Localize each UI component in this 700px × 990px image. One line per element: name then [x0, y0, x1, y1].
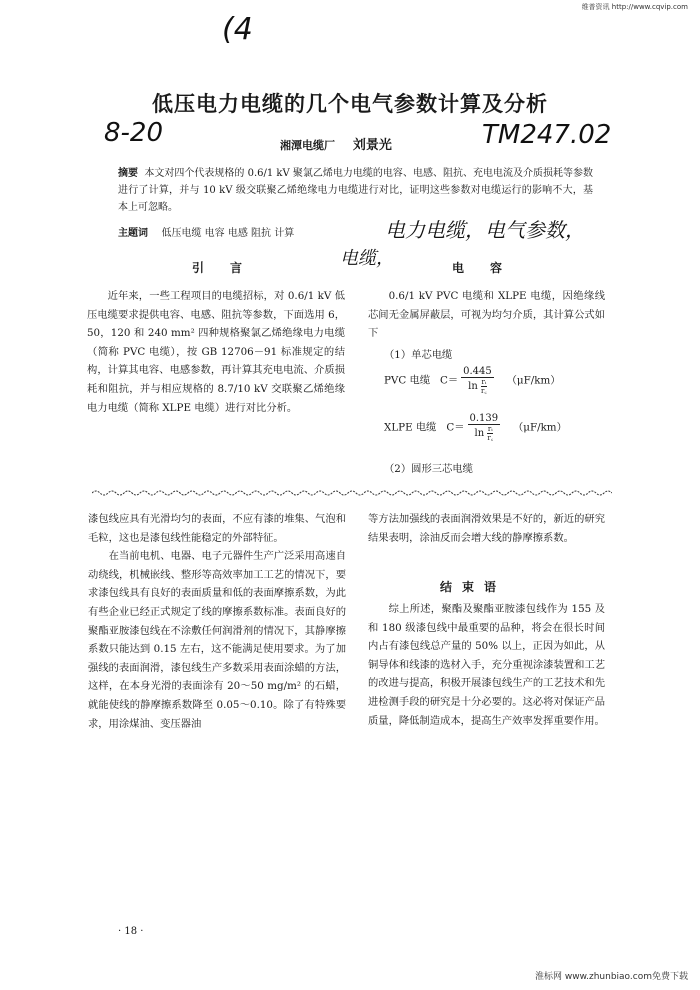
lower-left-paragraph-1: 漆包线应具有光滑均匀的表面，不应有漆的堆集、气泡和毛粒，这也是漆包线性能稳定的外部特征。	[88, 513, 346, 544]
author-name: 刘景光	[352, 138, 392, 153]
handwritten-keywords-1: 电力电缆，电气参数，	[385, 218, 585, 242]
pvc-label: PVC 电缆	[384, 374, 431, 387]
xlpe-fraction	[468, 413, 501, 442]
conclusion-paragraph	[368, 600, 605, 730]
wavy-divider	[92, 489, 612, 497]
xlpe-numerator: 0.139	[469, 413, 499, 424]
ratio-bottom: r꜀	[487, 434, 494, 442]
keywords-label: 主题词	[118, 228, 148, 239]
intro-heading: 引言	[192, 261, 269, 275]
handwritten-left-note: 8-20	[104, 118, 164, 148]
lower-left-paragraph-2: 在当前电机、电器、电子元器件生产广泛采用高速自动绕线，机械嵌线、整形等高效率加工工艺的情况下，要求漆包线具有良好的表面质量和低的表面摩擦系数，为此有些企业已经正式规定了线的摩擦系数标准。表面良好的聚酯亚胺漆包线在不涂敷任何润滑剂的情况下，其静摩擦系数只能达到 0.15 左右，这不能满足使用要求。为了加强线的表面润滑，漆包线生产多数采用表面涂蜡的方法，这样，在本身光滑的表面涂有 20～50 mg/m² 的石蜡，就能使线的静摩擦系数降至 0.05～0.10。除了有特殊要求，用涂煤油、变压器油	[88, 550, 346, 730]
intro-text: 近年来，一些工程项目的电缆招标，对 0.6/1 kV 低压电缆要求提供电容、电感、阻抗等参数，下面选用 6，50，120 和 240 mm² 四种规格聚氯乙烯绝缘电力电缆（简称 PVC 电缆），按 GB 12706－91 标准规定的结构，计算其电容、电感参数，再计算其充电电流、介质损耗和阻抗，并与相应规格的 8.7/10 kV 交联聚乙烯绝缘电力电缆（简称 XLPE 电缆）进行对比分析。	[87, 290, 345, 414]
handwritten-keywords-2: 电缆，	[340, 248, 394, 269]
handwritten-right-note: TM247.02	[482, 120, 612, 150]
pvc-fraction	[461, 366, 494, 395]
three-core-subheading: （2）圆形三芯电缆	[384, 463, 473, 475]
handwritten-top-mark: (4	[222, 12, 253, 47]
page-number: · 18 ·	[118, 926, 144, 937]
xlpe-label: XLPE 电缆	[384, 421, 437, 434]
capacitance-paragraph	[368, 287, 605, 343]
lower-left-column	[88, 510, 346, 733]
ratio-top: rᵢ	[487, 425, 493, 433]
byline	[280, 134, 392, 153]
watermark-bottom: 淮标网 www.zhunbiao.com免费下载	[535, 972, 688, 982]
pvc-unit: （μF/km）	[506, 374, 561, 387]
author-organization: 湘潭电缆厂	[280, 139, 335, 152]
conclusion-text: 综上所述，聚酯及聚酯亚胺漆包线作为 155 及和 180 级漆包线中最重要的品种，将会在很长时间内占有漆包线总产量的 50% 以上，正因为如此，从铜导体和线漆的选材入手，充分重视涂漆装置和工艺的改进与提高，积极开展漆包线生产的工艺技术和先进检测手段的研究是十分必要的。这必将对保证产品质量，降低制造成本，提高生产效率发挥重要作用。	[368, 603, 605, 727]
abstract-text: 本文对四个代表规格的 0.6/1 kV 聚氯乙烯电力电缆的电容、电感、阻抗、充电电流及介质损耗等参数进行了计算，并与 10 kV 级交联聚乙烯绝缘电力电缆进行对比，证明这些参数对电缆运行的影响不大，基本上可忽略。	[118, 168, 594, 213]
capacitance-heading: 电容	[452, 261, 529, 275]
lower-right-paragraph-1: 等方法加强线的表面润滑效果是不好的，新近的研究结果表明，涂油反而会增大线的静摩擦系数。	[368, 513, 605, 544]
keywords	[118, 224, 294, 239]
watermark-top: 维普资讯 http://www.cqvip.com	[581, 3, 688, 11]
single-core-subheading: （1）单芯电缆	[384, 349, 453, 361]
abstract-label: 摘要	[118, 168, 139, 179]
lower-right-column	[368, 510, 605, 547]
radius-ratio	[487, 425, 493, 442]
xlpe-formula	[384, 413, 567, 442]
keywords-list: 低压电缆 电容 电感 阻抗 计算	[161, 228, 295, 239]
pvc-denominator	[461, 378, 494, 395]
ratio-top: rᵢ	[481, 378, 487, 386]
xlpe-denominator	[468, 425, 501, 442]
pvc-numerator: 0.445	[463, 366, 492, 377]
ln-symbol: ln	[474, 428, 485, 439]
ln-symbol: ln	[468, 381, 478, 392]
ratio-bottom: r꜀	[480, 387, 487, 395]
capacitance-text: 0.6/1 kV PVC 电缆和 XLPE 电缆，因绝缘线芯间无金属屏蔽层，可视为均匀介质，其计算公式如下	[368, 290, 605, 340]
article-title: 低压电力电缆的几个电气参数计算及分析	[152, 92, 548, 116]
intro-paragraph	[87, 287, 345, 417]
xlpe-lhs: C＝	[446, 421, 465, 434]
pvc-formula	[384, 366, 561, 395]
pvc-lhs: C＝	[439, 374, 459, 387]
abstract	[118, 165, 593, 216]
xlpe-unit: （μF/km）	[512, 421, 567, 434]
conclusion-heading: 结束语	[440, 580, 507, 594]
radius-ratio	[481, 378, 487, 395]
